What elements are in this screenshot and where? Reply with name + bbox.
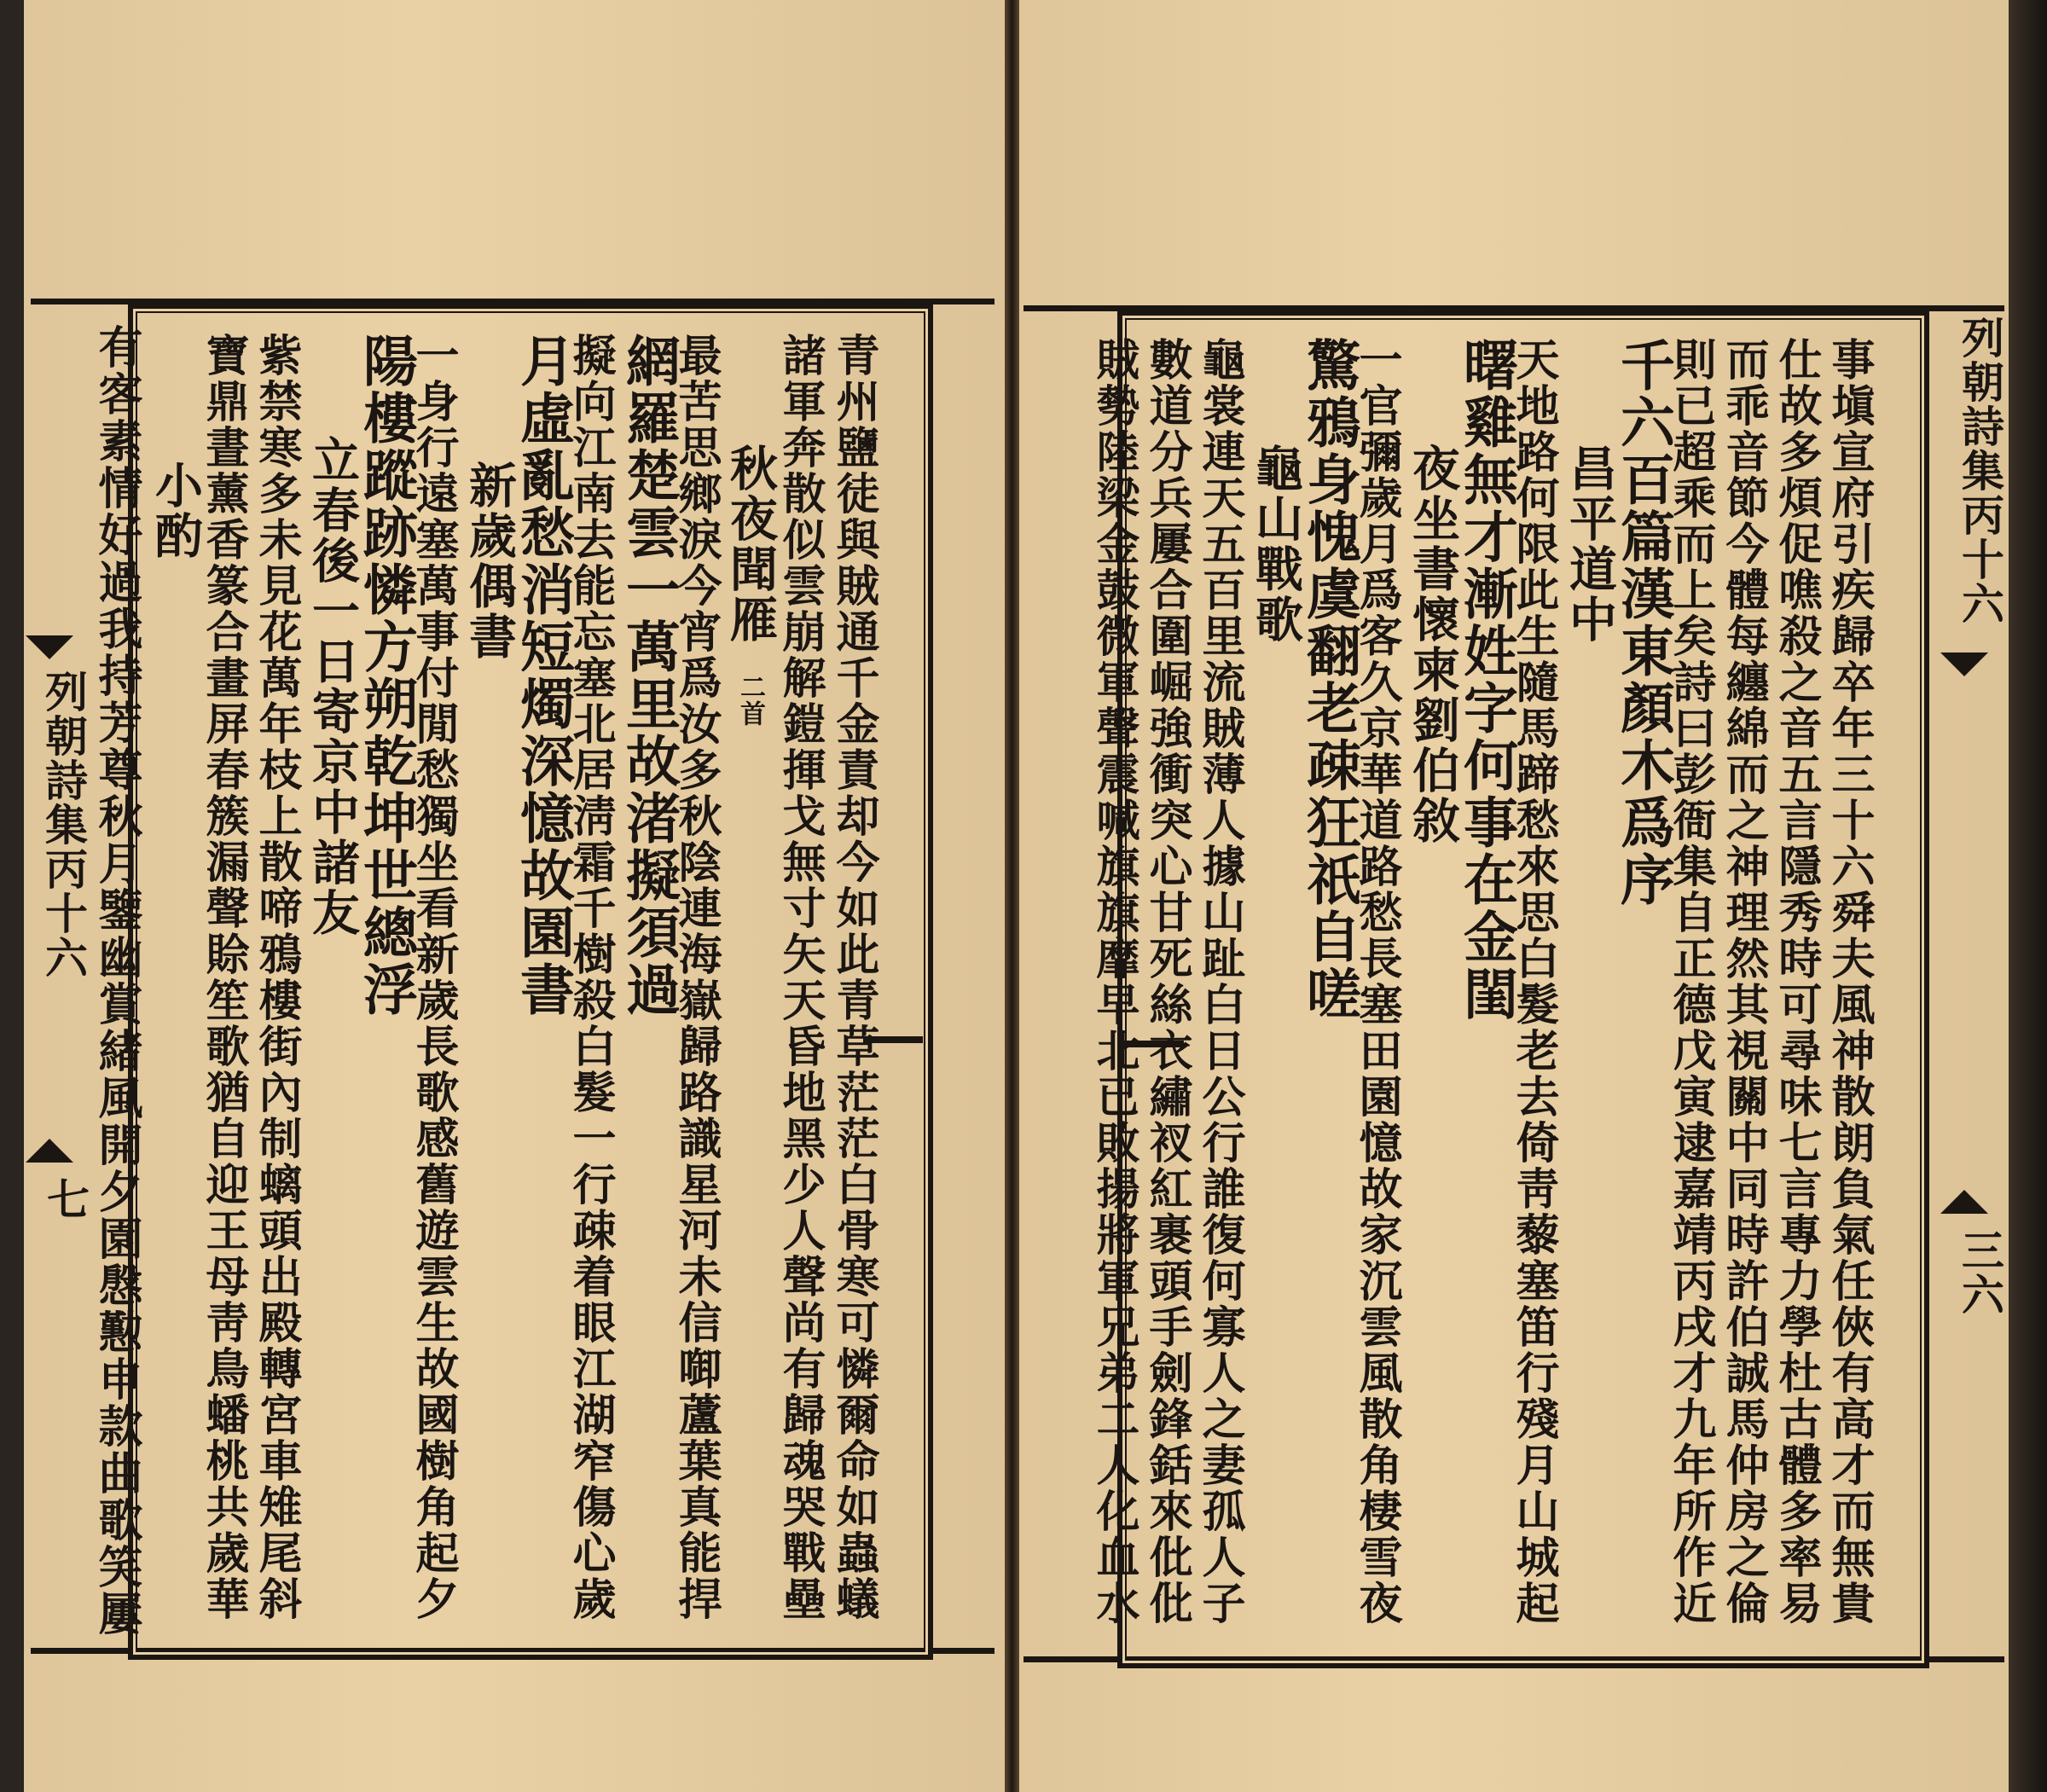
right-col-4: 則已超乘而上矣詩曰彭衙集自正德戊寅逮嘉靖丙戌才九年所作近 bbox=[1665, 337, 1716, 1627]
left-col-10: 陽樓蹤跡憐方朔乾坤世總浮 bbox=[354, 333, 418, 1018]
left-col-13: 寶鼎晝薰香篆合畫屏春簇漏聲賒笙歌猶自迎王母靑鳥蟠桃共歲華 bbox=[198, 333, 249, 1622]
right-col-3: 而乖音節今體每纏綿而之神理然其視關中同時許伯誠馬仲房之倫 bbox=[1718, 337, 1769, 1627]
left-col-9: 一身行遠塞萬事付閒愁獨坐看新歲長歌感舊遊雲生故國樹角起夕 bbox=[408, 333, 459, 1622]
left-col-3-title: 秋夜聞雁 bbox=[722, 444, 779, 645]
left-margin-folio: 七 bbox=[40, 1177, 90, 1221]
right-col-10: 一官彌歲月爲客久京華道路愁長塞田園憶故家沉雲風散角棲雪夜 bbox=[1351, 337, 1402, 1627]
right-col-14: 數道分兵屢合圍崛強衝突心甘死絲衣繡衩紅裹頭手劍鋒銛來仳仳 bbox=[1141, 337, 1192, 1627]
left-col-2: 諸軍奔散似雲崩解鎧揮戈無寸矢天昏地黑少人聲尚有歸魂哭戰壘 bbox=[774, 333, 826, 1622]
right-col-2: 仕故多煩促噍殺之音五言隱秀時可尋味七言專力學杜古體多率易 bbox=[1771, 337, 1822, 1627]
right-col-1: 事塡宣府引疾歸卒年三十六舜夫風神散朗負氣任俠有高才而無貴 bbox=[1824, 337, 1875, 1627]
left-col-14-title: 小酌 bbox=[148, 461, 204, 561]
right-col-9-title: 夜坐書懷柬劉伯敘 bbox=[1405, 444, 1461, 846]
right-col-6-title: 昌平道中 bbox=[1562, 444, 1618, 645]
left-col-12: 紫禁寒多未見花萬年枝上散啼鴉樓街內制螭頭出殿轉宮車雉尾斜 bbox=[251, 333, 302, 1622]
left-col-5: 網羅楚雲一萬里故渚擬須過 bbox=[617, 333, 681, 1018]
right-margin-label: 列朝詩集丙十六 bbox=[1955, 316, 2005, 626]
right-col-8: 曙雞無才漸姓字何事在金閨 bbox=[1454, 337, 1518, 1023]
right-col-13: 龜裳連天五百里流賊薄人據山趾白日公行誰復何寡人之妻孤人子 bbox=[1194, 337, 1245, 1627]
book-gutter bbox=[1005, 0, 1019, 1792]
right-col-15: 賊勢陸梁金鼓微軍聲震喊旗旗靡早北已敗揚將軍兄弟二人化血水 bbox=[1088, 337, 1139, 1627]
right-col-12-title: 龜山戰歌 bbox=[1248, 444, 1304, 645]
left-col-1: 青州鹽徒與賊通千金責却今如此青草茫茫白骨寒可憐爾命如蟲蟻 bbox=[828, 333, 879, 1622]
right-col-7: 天地路何限此生隨馬蹄愁來思白髮老去倚靑藜塞笛行殘月山城起 bbox=[1508, 337, 1559, 1627]
left-col-3-note: 二首 bbox=[735, 674, 765, 727]
page-edge-shadow bbox=[2009, 0, 2047, 1792]
left-col-8-title: 新歲偶書 bbox=[461, 461, 518, 662]
left-col-6: 擬向江南去能忘塞北居淸霜千樹殺白髮一行疎着眼江湖窄傷心歲 bbox=[565, 333, 616, 1622]
right-col-11: 驚鴉身愧虞翻老疎狂祇自嗟 bbox=[1297, 337, 1361, 1023]
left-margin-label: 列朝詩集丙十六 bbox=[38, 670, 89, 980]
left-col-4: 最苦思鄉淚今宵爲汝多秋陰連海嶽歸路識星河未信啣蘆葉真能捍 bbox=[670, 333, 722, 1622]
right-col-5: 千六百篇漢東顏木爲序 bbox=[1611, 337, 1675, 908]
right-margin-folio: 三六 bbox=[1955, 1228, 2005, 1317]
left-col-11-title: 立春後一日寄京中諸友 bbox=[304, 435, 361, 938]
left-col-7: 月虛亂愁消短燭深憶故園書 bbox=[511, 333, 575, 1018]
left-col-15: 有客素情好過我持芳尊秋月鑒幽賞緒風開夕園慇懃申款曲歌笑屢 bbox=[90, 324, 142, 1638]
